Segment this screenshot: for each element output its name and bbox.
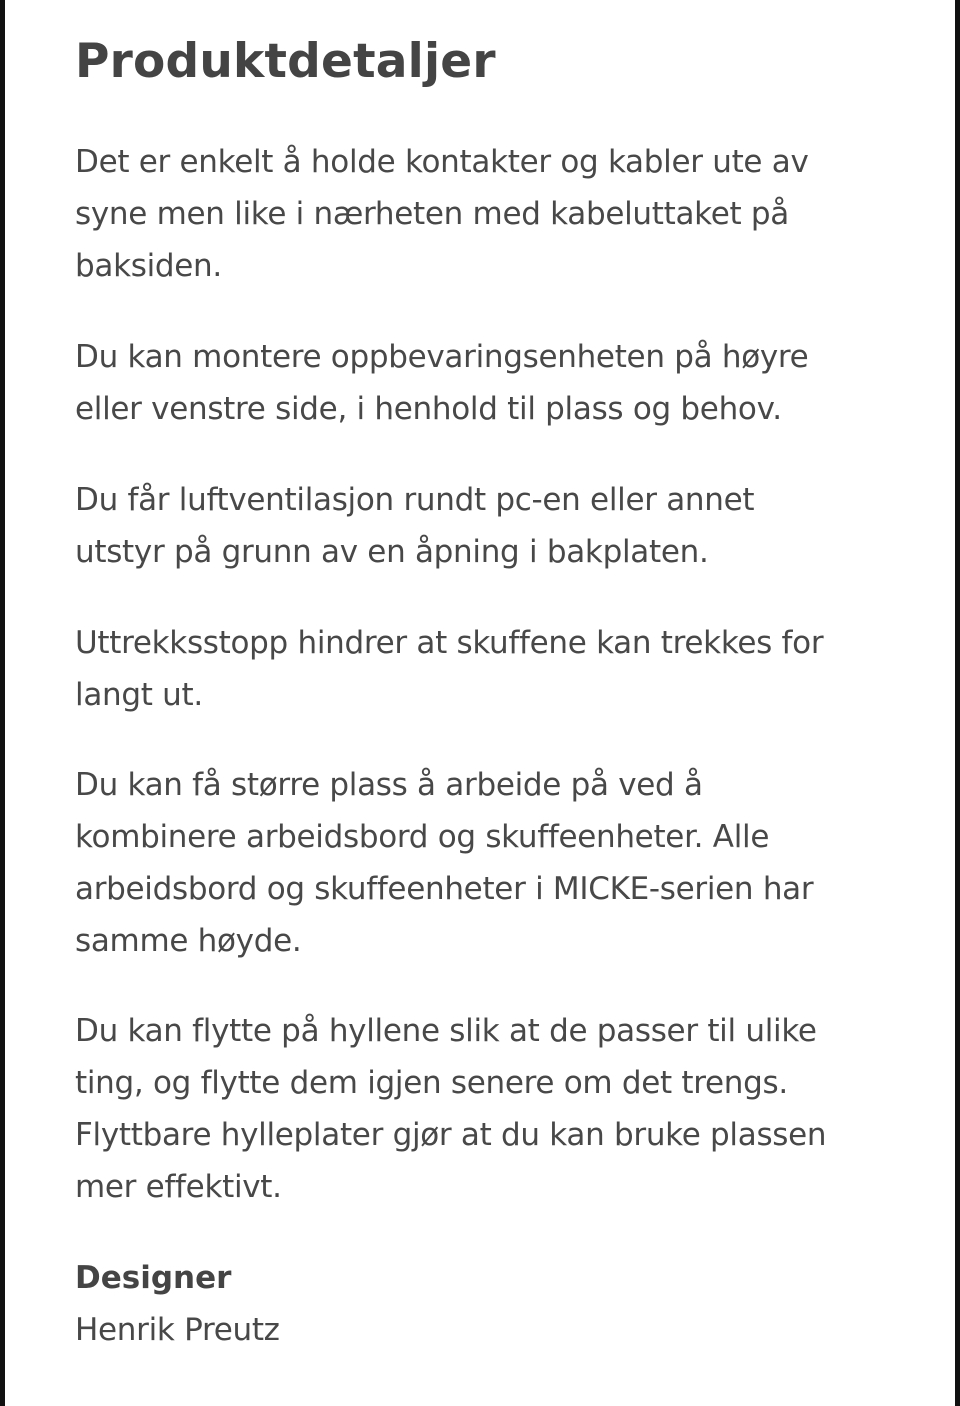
paragraph-line: Du kan få større plass å arbeide på ved å	[75, 767, 703, 803]
paragraph-line: Det er enkelt å holde kontakter og kabler ute av	[75, 144, 809, 180]
product-details-panel	[5, 0, 955, 1406]
paragraph-line: Du kan montere oppbevaringsenheten på høyre	[75, 339, 809, 375]
paragraph-shelves	[75, 1005, 895, 1213]
paragraph-line: arbeidsbord og skuffeenheter i MICKE-serien har	[75, 871, 814, 907]
paragraph-line: eller venstre side, i henhold til plass og behov.	[75, 391, 782, 427]
paragraph-line: Uttrekksstopp hindrer at skuffene kan trekkes for	[75, 625, 824, 661]
paragraph-line: utstyr på grunn av en åpning i bakplaten.	[75, 534, 709, 570]
paragraph-combine	[75, 759, 895, 967]
paragraph-line: baksiden.	[75, 248, 222, 284]
paragraph-line: mer effektivt.	[75, 1169, 282, 1205]
paragraph-line: kombinere arbeidsbord og skuffeenheter. Alle	[75, 819, 770, 855]
paragraph-line: Du får luftventilasjon rundt pc-en eller annet	[75, 482, 755, 518]
paragraph-line: syne men like i nærheten med kabeluttaket på	[75, 196, 789, 232]
paragraph-line: langt ut.	[75, 677, 203, 713]
page-title: Produktdetaljer	[75, 34, 496, 89]
paragraph-mounting	[75, 331, 895, 435]
paragraph-cable-outlet	[75, 136, 895, 292]
paragraph-line: ting, og flytte dem igjen senere om det trengs.	[75, 1065, 788, 1101]
designer-label: Designer	[75, 1260, 232, 1296]
paragraph-line: Flyttbare hylleplater gjør at du kan bruke plassen	[75, 1117, 827, 1153]
paragraph-ventilation	[75, 474, 895, 578]
paragraph-line: Du kan flytte på hyllene slik at de passer til ulike	[75, 1013, 817, 1049]
paragraph-line: samme høyde.	[75, 923, 302, 959]
paragraph-drawer-stops	[75, 617, 895, 721]
designer-name: Henrik Preutz	[75, 1312, 280, 1348]
